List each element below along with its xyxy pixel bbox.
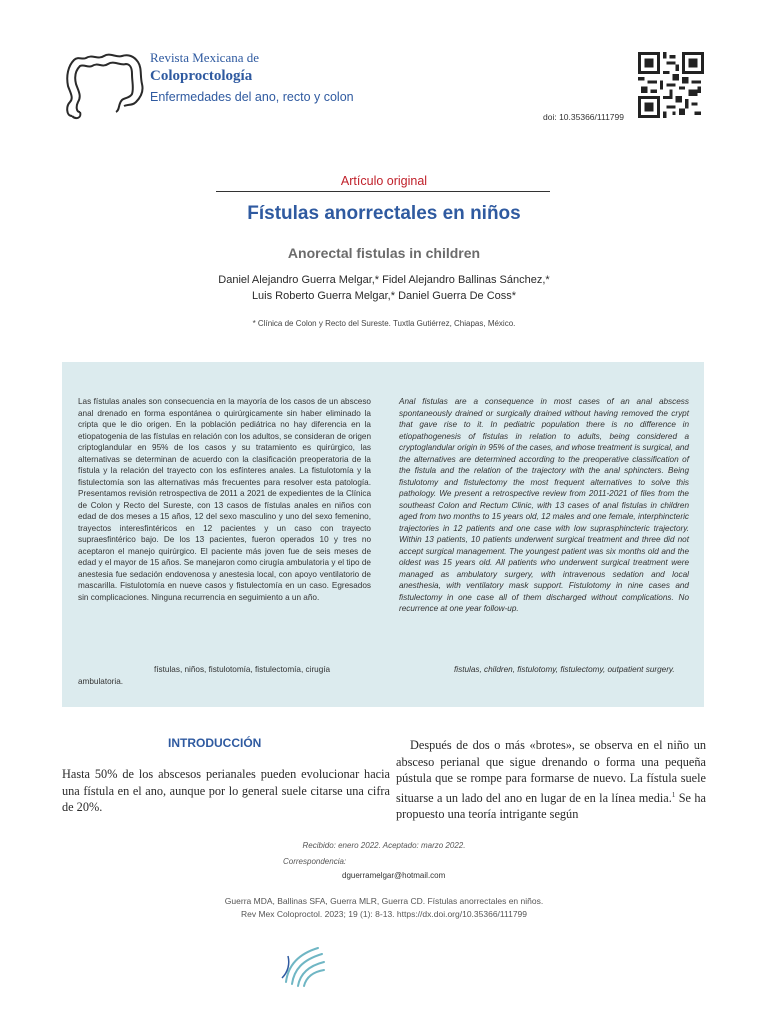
abstract-english: Anal fistulas are a consequence in most cases of an anal abscess spontaneously drained or surgically drained without having removed the crypt that gave rise to it. In pediatric population there is no difference in etiopathogenesis of fistulas in relation to adults, being considered a cryptoglandular origin in 95% of the cases, and whose treatment is surgical, and the alternatives are determined according to the preoperative classification of the fistula and the relation of the trajectory with the anal sphincters. Being fistulotomy and fistulectomy the most frequent alternatives to solve this pathology. We present a retrospective review from 2011-2021 of files from the southeast Colon and Rectum Clinic, with 13 cases of anal fistulas in children aged from two months to 15 years old, 12 males and one female, interphincteric trajectories in 12 patients and one case with low suprasphincteric trajectory. Within 13 patients, 10 patients underwent surgical treatment and three did not accept surgical management. The youngest patient was six months old and the oldest was 15 years old. All patients who underwent surgical treatment were managed as ambulatory surgery, with intravenous sedation and local anesthesia, with ventilatory mask support. Fistulotomy in nine cases and fistulectomy in one case all of them discharged without complications. No recurrence at one year follow-up. — [399, 397, 689, 613]
citation-line-2[interactable]: Rev Mex Coloproctol. 2023; 19 (1): 8-13. https://dx.doi.org/10.35366/111799 — [240, 909, 528, 919]
abstract-spanish: Las fístulas anales son consecuencia en la mayoría de los casos de un absceso anal drenado en forma espontánea o quirúrgicamente sin haber eliminado la cripta que le dio origen. En la población pediátrica no hay diferencia en la etiopatogenia de las fístulas en relación con los adultos, se consideran de origen criptoglandular en 95% de los casos y su tratamiento es quirúrgico, las alternativas se determinan de acuerdo con la clasificación preoperatoria de la fístula y la relación del trayecto con los esfínteres anales. La fistulotomía y la fistulectomía son las alternativas más frecuentes para resolver esta patología. Presentamos revisión retrospectiva de 2011 a 2021 de expedientes de la Clínica de Colon y Recto del Sureste, con 13 casos de fístulas anales en niños con edad de dos meses a 15 años, 12 del sexo masculino y uno del sexo femenino, trayectos interesfintéricos en 12 pacientes y un caso con trayecto supraesfintérico bajo. De los 13 pacientes, fueron operados 10 y tres no aceptaron el manejo quirúrgico. El paciente más joven fue de seis meses de edad y el mayor de 15 años. Se manejaron como cirugía ambulatoria y el tipo de anestesia fue sedación endovenosa y anestesia local, con apoyo ventilatorio de mascarilla. Fistulotomía en nueve casos y fistulectomía en un caso. Egresados sin complicaciones. Ninguna recurrencia en seguimiento a un año. — [78, 397, 371, 602]
article-title: Fístulas anorrectales en niños — [247, 203, 521, 224]
doi-text: doi: 10.35366/111799 — [543, 112, 624, 122]
body-paragraph-right — [396, 737, 706, 823]
journal-name-line1: Revista Mexicana de — [150, 50, 260, 65]
introduction-heading: INTRODUCCIÓN — [168, 736, 262, 750]
body-paragraph-right-b: Se ha propuesto una teoría intrigante según — [396, 790, 706, 822]
abstract-box — [62, 362, 704, 707]
body-paragraph-right-a: Después de dos o más «brotes», se observa en el niño un absceso perianal que sigue drenando o forma una pequeña pústula que se rompe para formarse de nuevo. La fístula suele situarse a un lado del ano en lugar de en la línea media. — [396, 738, 706, 805]
author-list — [0, 273, 768, 304]
keywords-english: fistulas, children, fistulotomy, fistulectomy, outpatient surgery. — [454, 665, 675, 674]
reference-marker[interactable]: 1 — [671, 790, 676, 799]
header-divider — [216, 191, 550, 192]
affiliation: * Clínica de Colon y Recto del Sureste. Tuxtla Gutiérrez, Chiapas, México. — [252, 319, 516, 328]
citation — [0, 895, 768, 921]
article-type-label: Artículo original — [340, 174, 428, 188]
correspondence-label: Correspondencia: — [283, 857, 347, 866]
correspondence-email[interactable]: dguerramelgar@hotmail.com — [342, 871, 446, 880]
authors-line-1: Daniel Alejandro Guerra Melgar,* Fidel Alejandro Ballinas Sánchez,* — [218, 274, 550, 286]
article-subtitle: Anorectal fistulas in children — [287, 245, 481, 261]
journal-name-line2: Coloproctología — [150, 68, 253, 84]
journal-tagline: Enfermedades del ano, recto y colon — [150, 90, 354, 104]
citation-line-1: Guerra MDA, Ballinas SFA, Guerra MLR, Guerra CD. Fístulas anorrectales en niños. — [224, 896, 544, 906]
colon-outline-icon — [62, 46, 148, 124]
publisher-logo-icon — [278, 942, 330, 990]
keywords-spanish: fístulas, niños, fistulotomía, fistulectomía, cirugía ambulatoria. — [78, 665, 331, 686]
body-paragraph-left: Hasta 50% de los abscesos perianales pueden evolucionar hacia una fístula en el ano, aunque por lo general suele citarse una cifra de 20%. — [62, 767, 390, 814]
qr-code-icon — [638, 52, 704, 118]
received-dates: Recibido: enero 2022. Aceptado: marzo 2022. — [302, 841, 466, 850]
authors-line-2: Luis Roberto Guerra Melgar,* Daniel Guerra De Coss* — [251, 289, 517, 302]
